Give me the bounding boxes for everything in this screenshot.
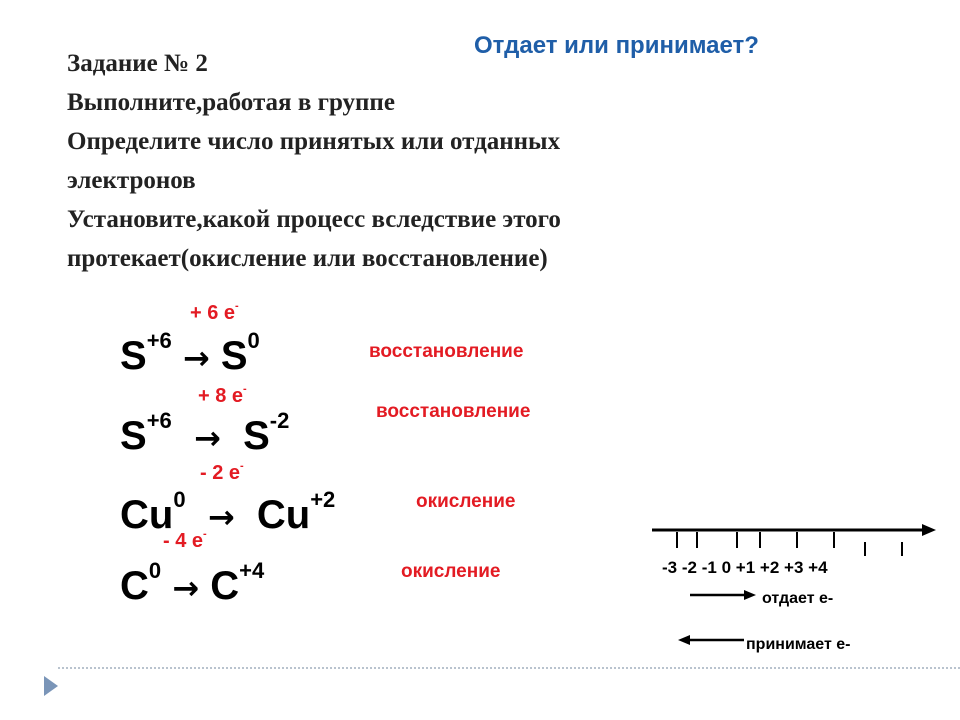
electron-count-3: - 2 e- [200,460,244,484]
scale-label: +3 [784,558,804,577]
task-line: протекает(окисление или восстановление) [67,245,548,272]
scale-label: -2 [681,558,697,577]
play-icon[interactable] [44,676,58,696]
oxidation-state: 0 [247,328,260,353]
task-line: Задание № 2 [67,50,208,77]
scale-label: 0 [721,558,732,577]
element-symbol: Cu [256,493,311,537]
arrow-right-icon: → [182,339,210,377]
equation-3 [120,487,336,538]
task-line: электронов [67,167,196,194]
arrow-right-icon: → [194,419,221,457]
arrow-head-icon [922,524,936,536]
gives-electrons-label: отдает е- [762,590,834,607]
process-label-2: восстановление [376,401,531,422]
task-line: Выполните,работая в группе [67,89,395,116]
slide-title: Отдает или принимает? [474,32,759,59]
electron-count-4: - 4 e- [163,528,207,552]
arrow-left-icon [676,632,746,648]
equation-1 [120,328,260,379]
electron-count-2: + 8 e- [198,383,247,407]
arrow-right-icon: → [207,498,235,536]
scale-label: +2 [759,558,780,577]
number-line [640,520,940,560]
oxidation-state: +6 [146,328,172,353]
scale-label: +1 [735,558,756,577]
arrow-right-icon: → [172,569,200,607]
equation-2 [120,408,290,459]
element-symbol: C [210,564,240,608]
oxidation-state: -2 [269,408,290,433]
process-label-4: окисление [401,561,501,582]
equation-4 [120,558,265,609]
scale-label: -1 [701,558,717,577]
scale-labels [662,558,828,578]
element-symbol: Cu [120,493,174,537]
process-label-1: восстановление [369,341,524,362]
element-symbol: C [120,564,149,608]
process-label-3: окисление [416,491,516,512]
element-symbol: S [120,414,147,458]
task-line: Установите,какой процесс вследствие этого [67,206,561,233]
element-symbol: S [120,334,147,378]
oxidation-state: +4 [239,558,265,583]
element-symbol: S [220,334,248,378]
oxidation-state: 0 [148,558,162,583]
oxidation-state: +2 [310,487,336,512]
task-line: Определите число принятых или отданных [67,128,561,155]
scale-label: +4 [808,558,828,577]
arrow-right-icon [688,587,758,603]
accepts-electrons-label: принимает е- [746,636,851,653]
task-text [67,44,561,278]
oxidation-state: 0 [173,487,186,512]
electron-count-1: + 6 e- [190,300,239,324]
element-symbol: S [243,414,270,458]
scale-label: -3 [662,558,678,577]
footer-divider [58,667,960,669]
oxidation-state: +6 [146,408,172,433]
